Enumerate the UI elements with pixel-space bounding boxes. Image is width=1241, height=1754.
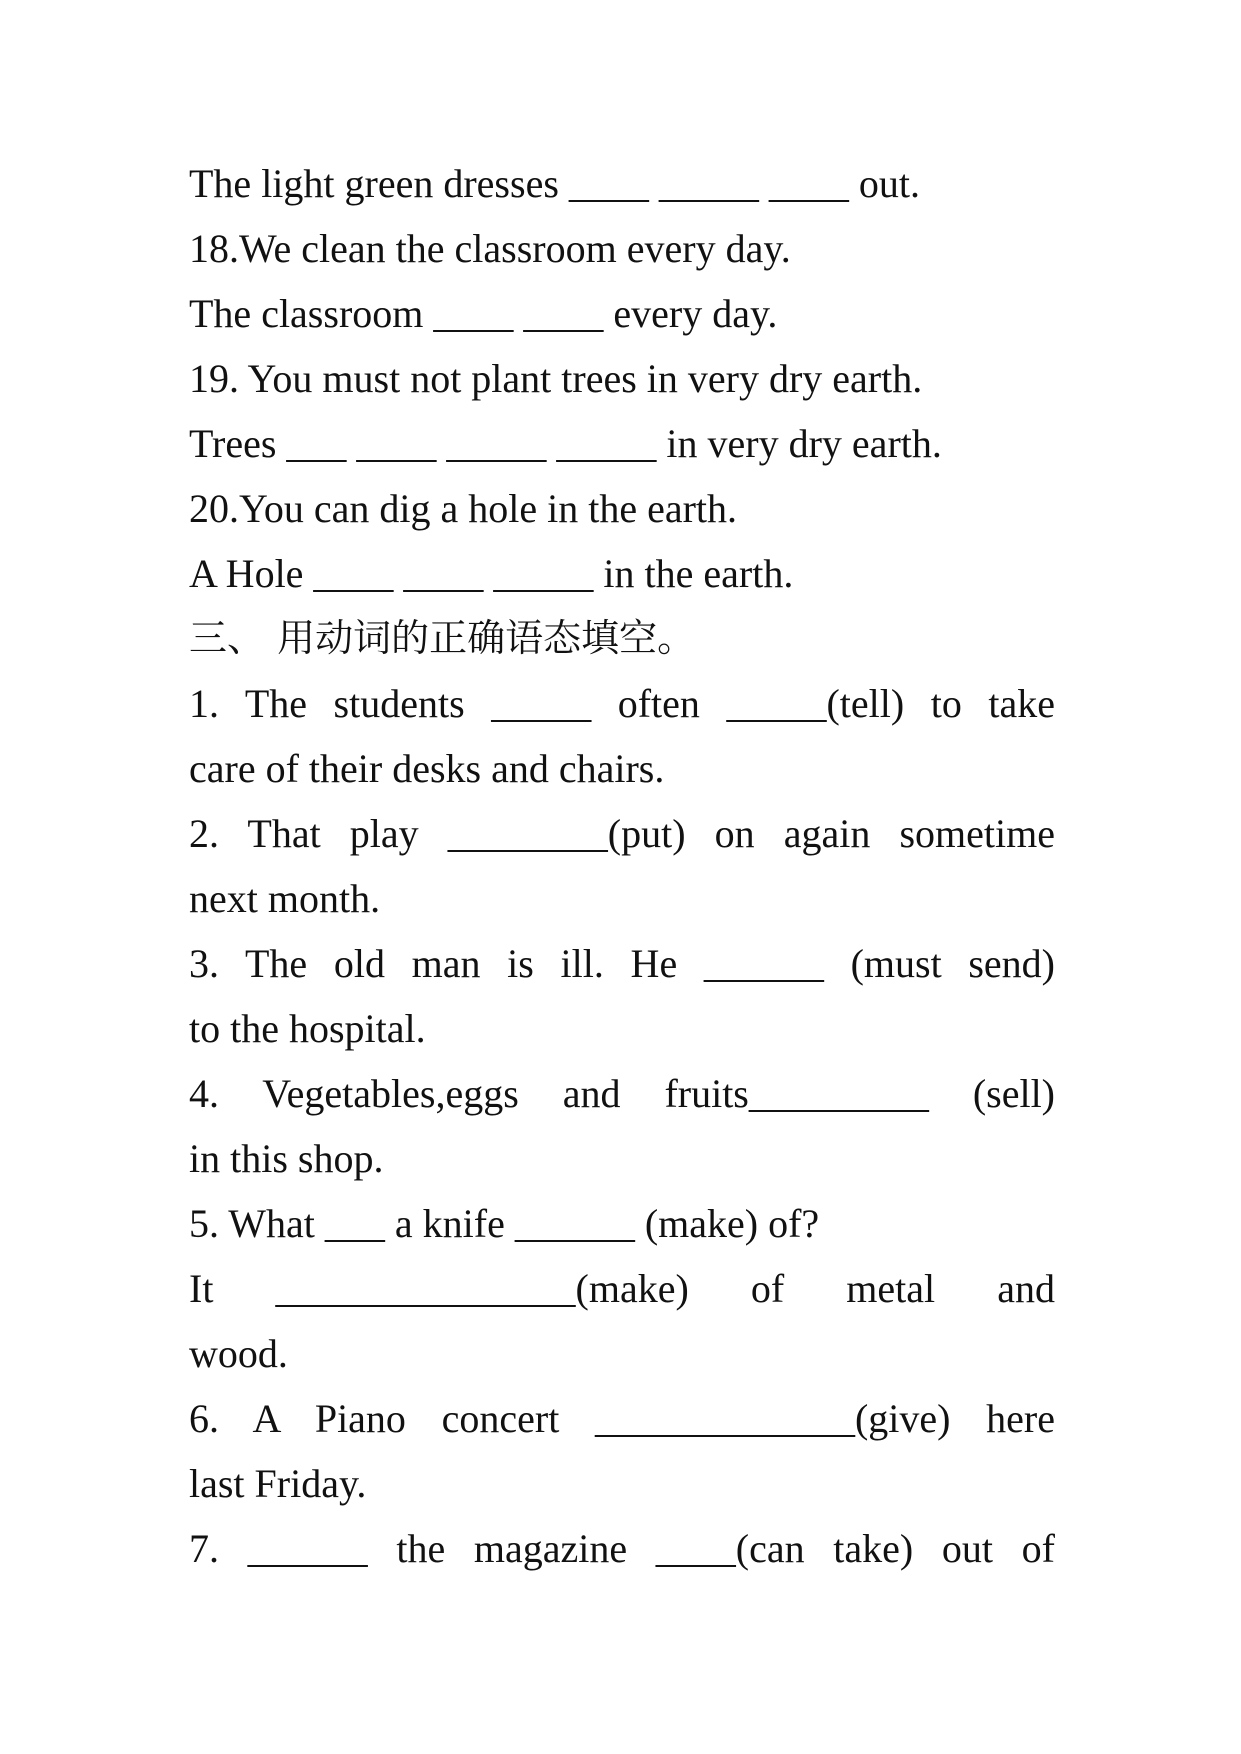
sentence-18-answer: The classroom ____ ____ every day. — [189, 291, 778, 336]
exercise-3-line-1: 3. The old man is ill. He ______ (must send) — [189, 941, 1055, 986]
exercise-1-line-2: care of their desks and chairs. — [189, 746, 665, 791]
question-20: 20.You can dig a hole in the earth. — [189, 486, 738, 531]
sentence-17-answer: The light green dresses ____ _____ ____ out. — [189, 161, 920, 206]
exercise-1-line-1: 1. The students _____ often _____(tell) to take — [189, 681, 1055, 726]
worksheet-page — [189, 151, 1055, 1581]
exercise-5-answer-line-2: wood. — [189, 1331, 288, 1376]
section-three-heading: 三、 用动词的正确语态填空。 — [189, 616, 696, 660]
sentence-19-answer: Trees ___ ____ _____ _____ in very dry earth. — [189, 421, 942, 466]
question-18: 18.We clean the classroom every day. — [189, 226, 791, 271]
exercise-6-line-2: last Friday. — [189, 1461, 367, 1506]
exercise-5-question: 5. What ___ a knife ______ (make) of? — [189, 1201, 820, 1246]
exercise-2-line-1: 2. That play ________(put) on again sometime — [189, 811, 1055, 856]
exercise-4-line-1: 4. Vegetables,eggs and fruits_________ (sell) — [189, 1071, 1055, 1116]
question-19: 19. You must not plant trees in very dry earth. — [189, 356, 923, 401]
exercise-5-answer-line-1: It _______________(make) of metal and — [189, 1266, 1055, 1311]
exercise-3-line-2: to the hospital. — [189, 1006, 426, 1051]
exercise-2-line-2: next month. — [189, 876, 381, 921]
exercise-4-line-2: in this shop. — [189, 1136, 384, 1181]
sentence-20-answer: A Hole ____ ____ _____ in the earth. — [189, 551, 794, 596]
exercise-7-line-1: 7. ______ the magazine ____(can take) out of — [189, 1526, 1055, 1571]
exercise-6-line-1: 6. A Piano concert _____________(give) here — [189, 1396, 1055, 1441]
